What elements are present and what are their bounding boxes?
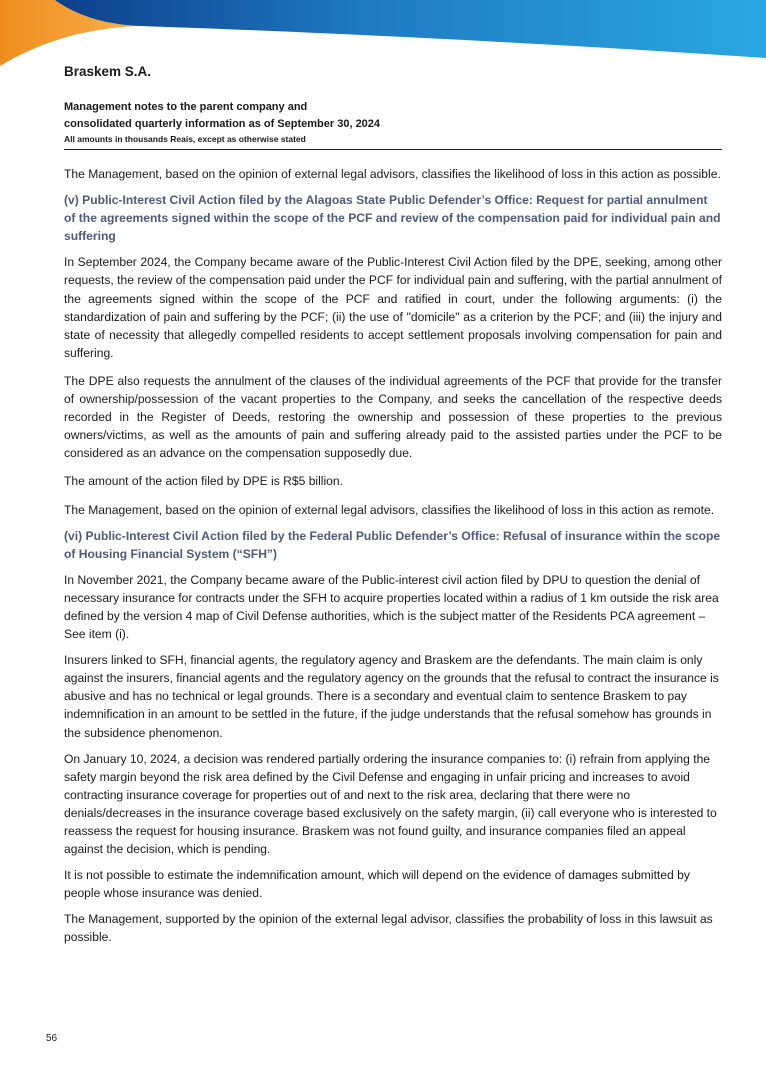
paragraph-loss-assessment-v: The Management, based on the opinion of external legal advisors, classifies the likelihood of loss in this action as remote. <box>64 502 715 517</box>
report-title-line-2: consolidated quarterly information as of September 30, 2024 <box>64 118 381 130</box>
report-title <box>64 99 722 133</box>
amounts-note: All amounts in thousands Reais, except as otherwise stated <box>64 134 306 144</box>
header-divider <box>64 149 722 150</box>
paragraph-loss-assessment-vi: The Management, supported by the opinion of the external legal advisor, classifies the probability of loss in this lawsuit as possible. <box>64 912 713 945</box>
section-heading-vi: (vi) Public-Interest Civil Action filed by the Federal Public Defender’s Office: Refusal of insurance within the scope of Housing Financial System (“SFH”) <box>64 528 721 561</box>
paragraph-defendants: Insurers linked to SFH, financial agents, the regulatory agency and Braskem are the defendants. The main claim is only against the insurers, financial agents and the regulatory agency on the grounds that the refusal to contract the insurance is abusive and has no technical or legal grounds. There is a secondary and eventual claim to sentence Braskem to pay indemnification in an amount to be settled in the future, if the judge understands that the refusal somehow has grounds in the subsidence phenomenon. <box>64 653 719 740</box>
paragraph-dpu-action: In November 2021, the Company became aware of the Public-interest civil action filed by DPU to question the denial of necessary insurance for contracts under the SFH to acquire properties located within a radius of 1 km outside the risk area defined by the version 4 map of Civil Defense authorities, which is the subject matter of the Residents PCA agreement – See item (i). <box>64 572 719 642</box>
report-title-line-1: Management notes to the parent company and <box>64 101 308 113</box>
paragraph-action-amount: The amount of the action filed by DPE is R$5 billion. <box>64 474 343 489</box>
paragraph-decision: On January 10, 2024, a decision was rendered partially ordering the insurance companies to: (i) refrain from applying the safety margin beyond the risk area defined by the Civil Defense and engaging in unfair pricing and increases to avoid contracting insurance coverage for properties out of and next to the risk area, declaring that there were no denials/decreases in the insurance coverage based exclusively on the safety margin, (ii) call everyone who is interested to reassess the request for housing insurance. Braskem was not found guilty, and insurance companies filed an appeal against the decision, which is pending. <box>64 751 717 857</box>
company-name: Braskem S.A. <box>64 64 152 79</box>
header-banner <box>0 0 766 72</box>
section-heading-v: (v) Public-Interest Civil Action filed by the Alagoas State Public Defender’s Office: Request for partial annulment of the agreements signed within the scope of the PCF and review of the compensation paid for individual pain and suffering <box>64 193 721 244</box>
paragraph-dpe-requests: The DPE also requests the annulment of the clauses of the individual agreements of the PCF that provide for the transfer of ownership/possession of the vacant properties to the Company, and seeks the cancellation of the respective deeds recorded in the Register of Deeds, restoring the ownership and possession of these properties to the previous owners/victims, as well as the amounts of pain and suffering already paid to the assisted parties under the PCF to be considered as an advance on the compensation supposedly due. <box>64 373 722 461</box>
paragraph-loss-assessment-iv: The Management, based on the opinion of external legal advisors, classifies the likelihood of loss in this action as possible. <box>64 167 721 181</box>
document-header <box>64 64 722 145</box>
paragraph-indemnification: It is not possible to estimate the indemnification amount, which will depend on the evidence of damages submitted by people whose insurance was denied. <box>64 868 690 901</box>
page-number: 56 <box>46 1033 58 1044</box>
paragraph-dpe-action: In September 2024, the Company became aware of the Public-Interest Civil Action filed by the DPE, seeking, among other requests, the review of the compensation paid under the PCF for individual pain and suffering, with the partial annulment of the agreements signed within the scope of the PCF and ratified in court, under the following arguments: (i) the standardization of pain and suffering by the PCF; (ii) the use of "domicile" as a criterion by the PCF; and (iii) the injury and state of necessity that allegedly compelled residents to accept settlement proposals involving compensation for pain and suffering. <box>64 255 722 360</box>
document-body <box>64 165 722 947</box>
